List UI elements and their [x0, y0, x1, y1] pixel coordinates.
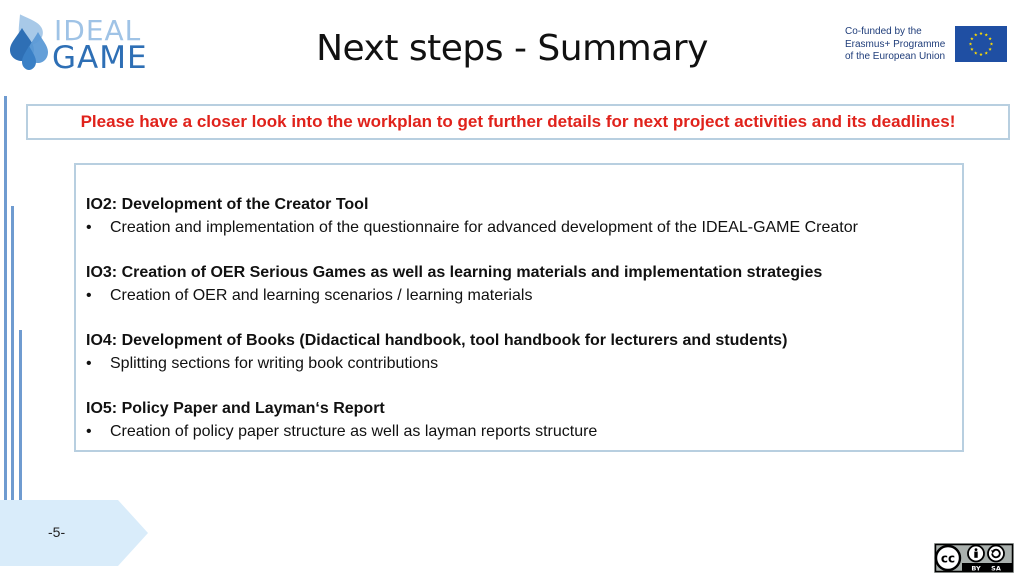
- bullet-icon: •: [86, 355, 92, 372]
- page-badge-shape: [0, 500, 148, 566]
- section-io2: [86, 193, 962, 239]
- bullet-text: Creation of policy paper structure as well as layman reports structure: [110, 423, 598, 440]
- section-title: IO2: Development of the Creator Tool: [86, 196, 369, 213]
- license-sa-label: SA: [991, 564, 1001, 573]
- list-item: [86, 420, 962, 443]
- funding-line-2: Erasmus+ Programme: [845, 38, 946, 50]
- list-item: [86, 352, 962, 375]
- page-title: Next steps - Summary: [316, 28, 708, 69]
- logo-text-ideal: IDEAL: [54, 14, 142, 47]
- svg-text:cc: cc: [940, 551, 956, 566]
- list-item: [86, 216, 962, 239]
- decor-line-1: [4, 96, 7, 500]
- eu-flag-icon: [955, 26, 1007, 62]
- section-title: IO5: Policy Paper and Layman‘s Report: [86, 400, 385, 417]
- funding-line-1: Co-funded by the: [845, 26, 922, 37]
- cc-by-sa-license-icon: [934, 543, 1014, 573]
- section-io4: [86, 329, 962, 375]
- bullet-icon: •: [86, 219, 92, 236]
- bullet-text: Creation and implementation of the questionnaire for advanced development of the IDEAL-GAME Creator: [110, 219, 858, 236]
- license-by-label: BY: [971, 564, 981, 573]
- summary-content-box: [74, 163, 964, 452]
- funding-text: [845, 26, 953, 64]
- section-title: IO4: Development of Books (Didactical handbook, tool handbook for lecturers and students): [86, 332, 788, 349]
- workplan-notice: Please have a closer look into the workplan to get further details for next project activities and its deadlines!: [26, 104, 1010, 140]
- bullet-text: Creation of OER and learning scenarios / learning materials: [110, 287, 533, 304]
- funding-line-3: of the European Union: [845, 51, 946, 62]
- eu-funding-logo: [845, 26, 1011, 64]
- list-item: [86, 284, 962, 307]
- decor-line-3: [19, 330, 22, 500]
- page-number: -5-: [48, 524, 66, 540]
- section-title: IO3: Creation of OER Serious Games as well as learning materials and implementation strategies: [86, 264, 823, 281]
- logo-text-game: GAME: [52, 40, 148, 76]
- bullet-icon: •: [86, 423, 92, 440]
- decor-line-2: [11, 206, 14, 500]
- section-io3: [86, 261, 962, 307]
- bullet-text: Splitting sections for writing book contributions: [110, 355, 439, 372]
- section-io5: [86, 397, 962, 443]
- bullet-icon: •: [86, 287, 92, 304]
